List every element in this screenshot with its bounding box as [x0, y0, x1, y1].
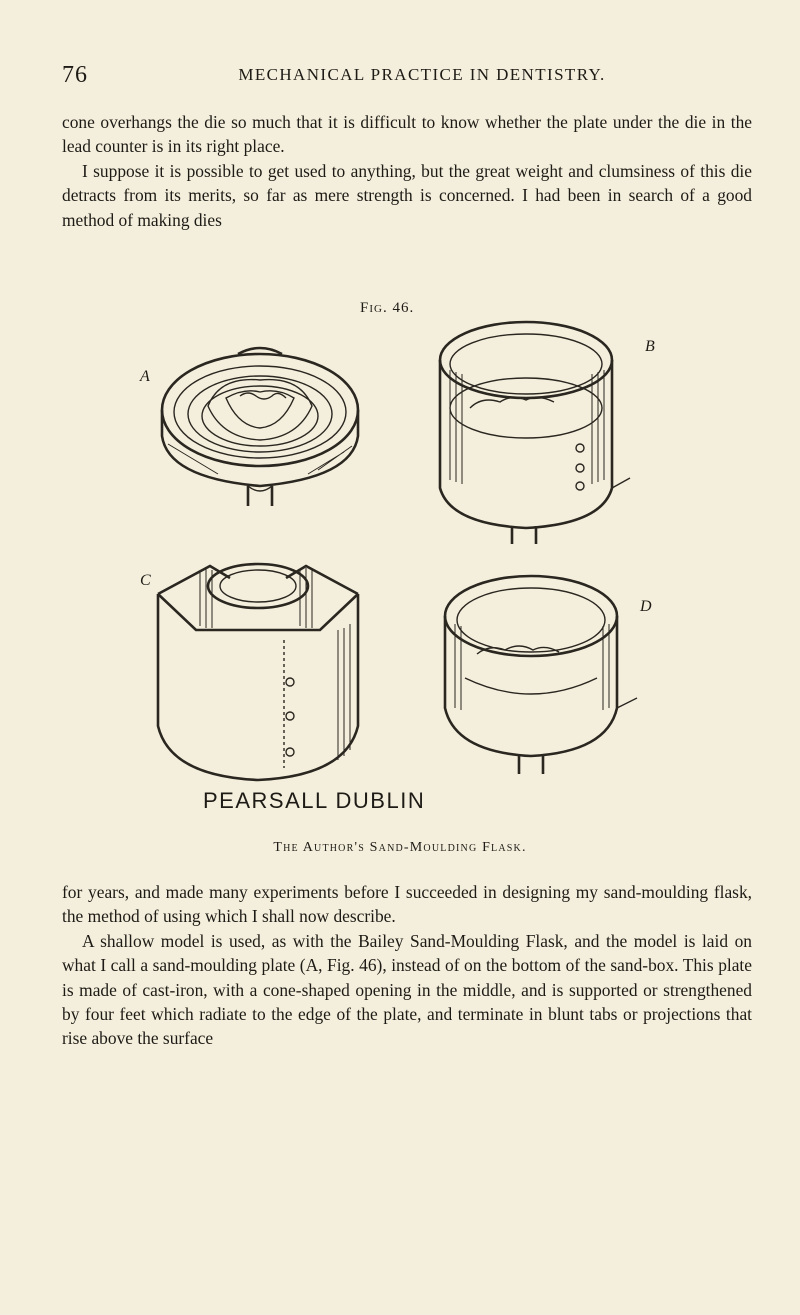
- part-letter-b: B: [645, 338, 655, 355]
- page-header: [62, 62, 752, 92]
- paragraph-text: for years, and made many experiments before I succeeded in designing my sand-moulding flask, the method of using which I shall now describe.: [62, 882, 752, 927]
- illustration-flask-b: [420, 310, 635, 545]
- part-letter-c: C: [140, 572, 151, 589]
- part-letter-a: A: [140, 368, 150, 385]
- illustration-flask-d: [425, 568, 640, 788]
- figure-caption: The Author's Sand-Moulding Flask.: [273, 840, 527, 855]
- page-number: 76: [62, 62, 88, 88]
- figure-label-prefix: Fig.: [360, 300, 388, 316]
- maker-stamp: PEARSALL DUBLIN: [203, 788, 426, 813]
- paragraph-continuation: [62, 110, 752, 232]
- figure-46: [0, 300, 800, 860]
- figure-label-number: 46.: [392, 300, 415, 316]
- paragraph-text: A shallow model is used, as with the Bailey Sand-Moulding Flask, and the model is laid on what I call a sand-moulding plate (A, Fig. 46), instead of on the bottom of the sand-box. This plate is made of cast-iron, with a cone-shaped opening in the middle, and is supported or strengthened by four feet which radiate to the edge of the plate, and terminate in blunt tabs or projections that rise above the surface: [62, 930, 752, 1049]
- part-letter-d: D: [640, 598, 652, 615]
- illustration-sandbox-c: [150, 530, 365, 785]
- paragraph-text: I suppose it is possible to get used to anything, but the great weight and clumsiness of this die detracts from its merits, so far as mere strength is concerned. I had been in search of a good method of making dies: [62, 160, 752, 230]
- figure-label: [360, 300, 414, 317]
- running-title: MECHANICAL PRACTICE IN DENTISTRY.: [238, 65, 606, 84]
- illustration-plate-a: [148, 328, 373, 513]
- paragraph-body: [62, 880, 752, 1051]
- paragraph-text: cone overhangs the die so much that it is difficult to know whether the plate under the die in the lead counter is in its right place.: [62, 112, 752, 157]
